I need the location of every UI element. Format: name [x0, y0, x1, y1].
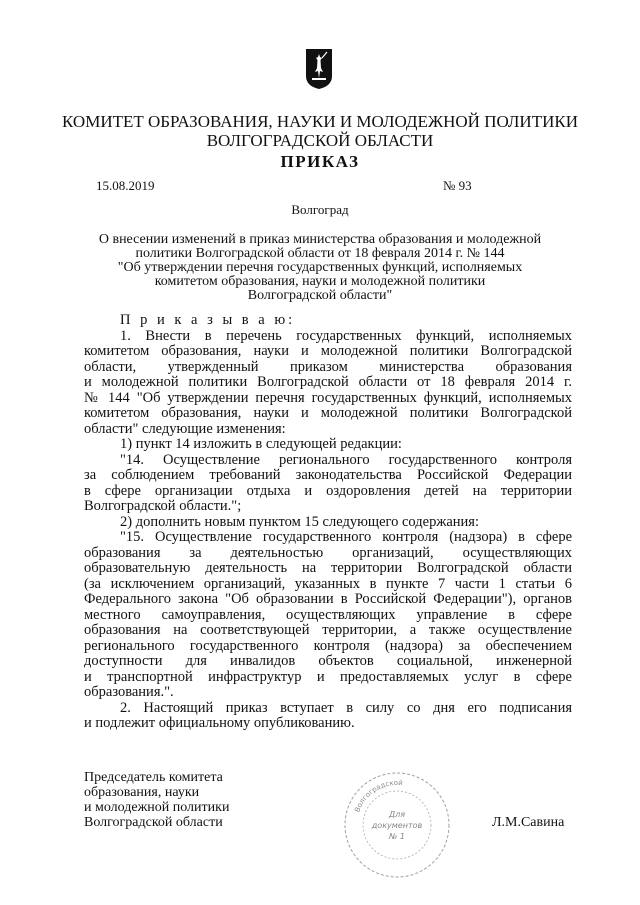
document-number: № 93 — [443, 178, 472, 193]
body-line: в сфере организации отдыха и оздоровления детей на территории — [84, 482, 572, 499]
document-body — [84, 313, 572, 732]
document-title: ПРИКАЗ — [280, 152, 360, 171]
body-line: "14. Осуществление регионального государственного контроля — [120, 451, 572, 468]
body-line: образовательную деятельность на территории Волгоградской области — [84, 560, 572, 576]
signatory-position — [84, 770, 229, 830]
body-line: доступности для инвалидов объектов социальной, инженерной — [84, 653, 572, 669]
document-subject — [60, 233, 580, 303]
coat-of-arms-emblem — [305, 48, 333, 90]
body-line: комитетом образования, науки и молодежной политики Волгоградской — [84, 343, 572, 359]
body-line: и молодежной политики Волгоградской области от 18 февраля 2014 г. — [84, 374, 572, 390]
body-line: № 144 "Об утверждении перечня государственных функций, исполняемых — [84, 389, 572, 406]
body-line: "15. Осуществление государственного контроля (надзора) в сфере — [120, 529, 572, 545]
stamp-inner-text: Для — [388, 810, 406, 819]
organization-name-line2: ВОЛГОГРАДСКОЙ ОБЛАСТИ — [206, 131, 434, 150]
body-line: регионального государственного контроля (надзора) за обеспечением — [84, 637, 572, 654]
document-date: 15.08.2019 — [96, 178, 155, 193]
stamp-ring-text: Волгоградской — [353, 778, 404, 814]
body-line: комитетом образования, науки и молодежной политики Волгоградской — [84, 405, 572, 421]
body-line: Федерального закона "Об образовании в Российской Федерации"), органов — [84, 591, 572, 607]
signatory-position-line: образования, науки — [84, 785, 200, 800]
body-line: (за исключением организаций, указанных в пункте 7 части 1 статьи 6 — [84, 575, 572, 592]
body-line: 2. Настоящий приказ вступает в силу со дня его подписания — [120, 699, 572, 716]
subject-line: О внесении изменений в приказ министерства образования и молодежной — [98, 232, 542, 247]
subject-line: комитетом образования, науки и молодежной политики — [154, 274, 486, 289]
signatory-position-line: и молодежной политики — [84, 800, 230, 815]
body-line: 1) пункт 14 изложить в следующей редакции: — [120, 436, 402, 452]
body-line: области" следующие изменения: — [84, 420, 286, 437]
body-line: области, утвержденный приказом министерства образования — [84, 358, 572, 375]
body-line: Волгоградской области."; — [84, 498, 242, 514]
body-line: 1. Внести в перечень государственных функций, исполняемых — [120, 327, 572, 344]
stamp-inner-text: документов — [371, 821, 423, 830]
subject-line: Волгоградской области" — [247, 288, 393, 303]
body-line: за соблюдением требований законодательства Российской Федерации — [84, 467, 572, 483]
official-stamp — [342, 770, 452, 880]
body-line: 2) дополнить новым пунктом 15 следующего содержания: — [120, 513, 479, 530]
subject-line: политики Волгоградской области от 18 февраля 2014 г. № 144 — [135, 246, 505, 261]
signatory-position-line: Председатель комитета — [84, 770, 223, 785]
signatory-name: Л.М.Савина — [492, 815, 565, 830]
organization-name-line1: КОМИТЕТ ОБРАЗОВАНИЯ, НАУКИ И МОЛОДЕЖНОЙ ПОЛИТИКИ — [62, 112, 578, 131]
body-line: местного самоуправления, осуществляющих управление в сфере — [84, 606, 572, 623]
body-line: и подлежит официальному опубликованию. — [84, 715, 355, 731]
document-city: Волгоград — [291, 202, 349, 217]
subject-line: "Об утверждении перечня государственных функций, исполняемых — [117, 260, 523, 275]
stamp-inner-text: № 1 — [389, 832, 405, 841]
body-line: образования на соответствующей территории, а также осуществление — [84, 622, 572, 638]
body-line: образования.". — [84, 684, 174, 700]
body-line: и транспортной инфраструктур и предоставляемых услуг в сфере — [84, 668, 572, 685]
signatory-position-line: Волгоградской области — [84, 815, 223, 830]
body-line: образования за деятельностью организаций, осуществляющих — [84, 544, 572, 561]
order-word: П р и к а з ы в а ю: — [120, 312, 296, 328]
